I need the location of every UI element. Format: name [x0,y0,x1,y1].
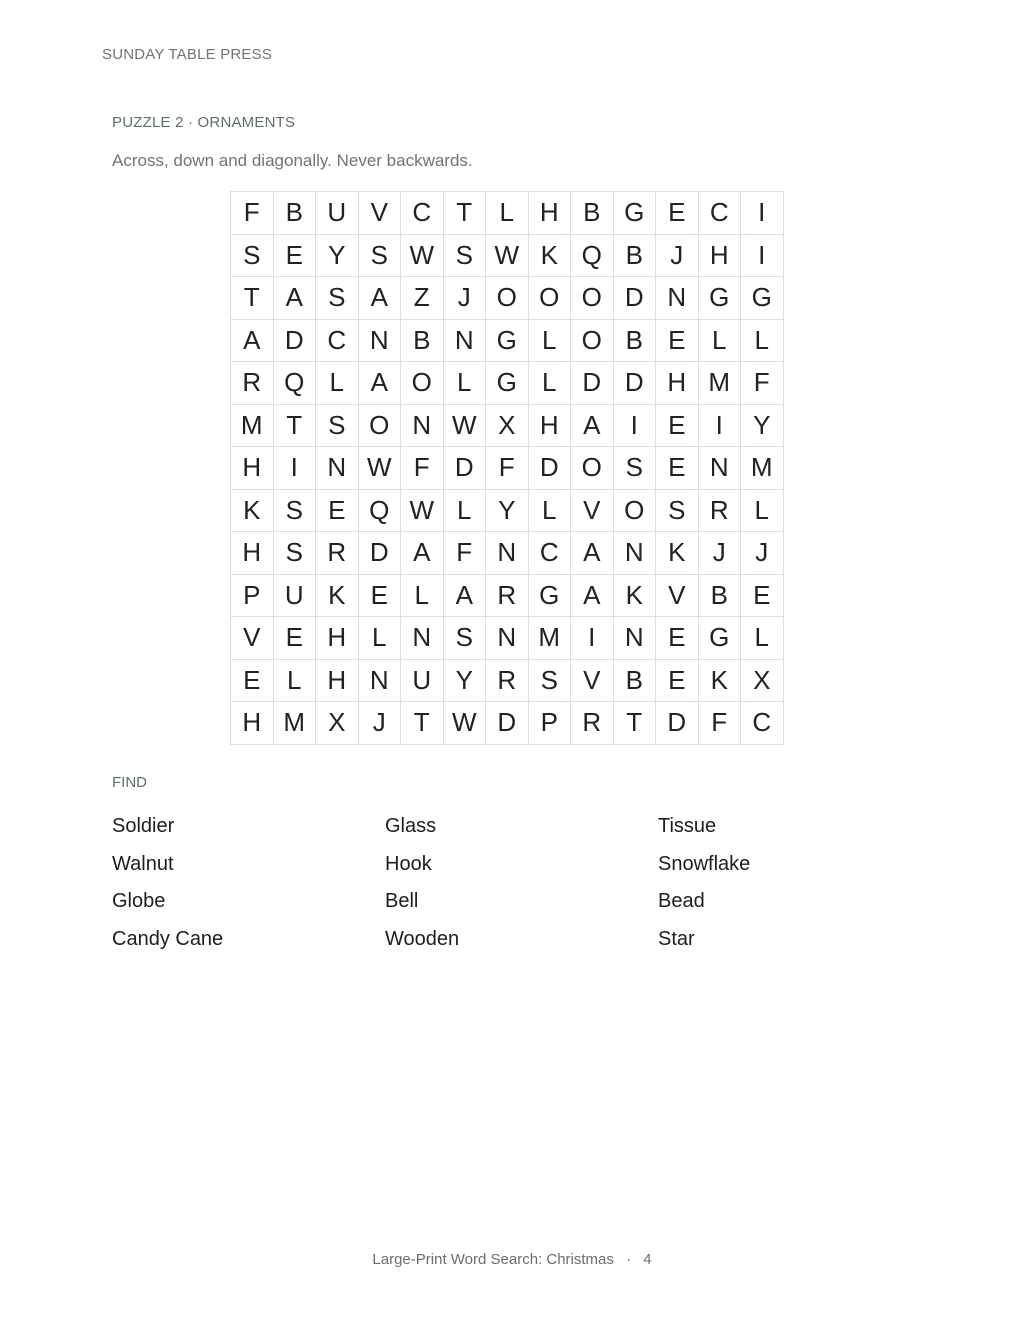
grid-cell[interactable]: A [443,574,486,617]
puzzle-instructions: Across, down and diagonally. Never backwards. [112,151,473,170]
grid-cell[interactable]: V [571,659,614,702]
grid-cell[interactable]: J [358,702,401,745]
grid-row [231,319,784,362]
grid-cell[interactable]: V [656,574,699,617]
grid-cell[interactable]: N [316,447,359,490]
grid-cell[interactable]: N [401,404,444,447]
find-word: Snowflake [658,852,751,875]
grid-cell[interactable]: R [231,362,274,405]
grid-cell[interactable]: Z [401,277,444,320]
grid-cell[interactable]: K [528,234,571,277]
grid-cell[interactable]: L [358,617,401,660]
grid-cell[interactable]: N [613,617,656,660]
grid-cell[interactable]: T [401,702,444,745]
grid-cell[interactable]: B [613,234,656,277]
grid-cell[interactable]: N [656,277,699,320]
grid-cell[interactable]: O [528,277,571,320]
grid-cell[interactable]: B [571,192,614,235]
grid-cell[interactable]: E [273,617,316,660]
find-word: Wooden [385,928,460,951]
grid-cell[interactable]: T [613,702,656,745]
grid-cell[interactable]: S [443,234,486,277]
grid-cell[interactable]: A [231,319,274,362]
word-list [112,815,932,966]
grid-cell[interactable]: A [401,532,444,575]
grid-cell[interactable]: B [401,319,444,362]
grid-cell[interactable]: K [698,659,741,702]
grid-cell[interactable]: G [528,574,571,617]
grid-cell[interactable]: D [486,702,529,745]
grid-cell[interactable]: E [273,234,316,277]
grid-cell[interactable]: E [316,489,359,532]
grid-row [231,362,784,405]
grid-cell[interactable]: B [273,192,316,235]
grid-cell[interactable]: H [528,192,571,235]
grid-cell[interactable]: M [698,362,741,405]
grid-cell[interactable]: K [613,574,656,617]
grid-cell[interactable]: O [358,404,401,447]
find-word: Star [658,928,695,951]
grid-cell[interactable]: N [401,617,444,660]
grid-cell[interactable]: P [528,702,571,745]
grid-cell[interactable]: S [273,489,316,532]
grid-cell[interactable]: I [741,192,784,235]
grid-cell[interactable]: H [656,362,699,405]
find-word: Bead [658,890,705,913]
grid-cell[interactable]: T [273,404,316,447]
grid-cell[interactable]: D [571,362,614,405]
grid-cell[interactable]: N [443,319,486,362]
grid-cell[interactable]: N [613,532,656,575]
grid-cell[interactable]: G [486,319,529,362]
grid-cell[interactable]: X [741,659,784,702]
grid-cell[interactable]: M [273,702,316,745]
grid-cell[interactable]: E [741,574,784,617]
grid-cell[interactable]: H [231,702,274,745]
grid-cell[interactable]: R [698,489,741,532]
grid-cell[interactable]: E [656,192,699,235]
grid-cell[interactable]: B [613,319,656,362]
grid-cell[interactable]: F [486,447,529,490]
footer-title: Large-Print Word Search: Christmas [372,1251,614,1268]
grid-cell[interactable]: D [613,277,656,320]
find-word: Soldier [112,815,175,837]
grid-cell[interactable]: G [698,277,741,320]
grid-row [231,447,784,490]
grid-cell[interactable]: Q [358,489,401,532]
grid-cell[interactable]: G [698,617,741,660]
grid-cell[interactable]: S [656,489,699,532]
grid-cell[interactable]: O [571,319,614,362]
grid-row [231,277,784,320]
grid-cell[interactable]: I [698,404,741,447]
grid-cell[interactable]: V [358,192,401,235]
grid-cell[interactable]: E [656,447,699,490]
grid-cell[interactable]: Q [571,234,614,277]
find-word: Walnut [112,852,174,875]
grid-cell[interactable]: E [656,659,699,702]
grid-cell[interactable]: S [613,447,656,490]
grid-cell[interactable]: Y [443,659,486,702]
grid-cell[interactable]: C [316,319,359,362]
grid-cell[interactable]: N [486,532,529,575]
grid-cell[interactable]: H [316,659,359,702]
grid-cell[interactable]: D [656,702,699,745]
page-number: 4 [643,1251,652,1268]
grid-cell[interactable]: D [528,447,571,490]
grid-cell[interactable]: J [741,532,784,575]
grid-row [231,404,784,447]
grid-cell[interactable]: H [231,447,274,490]
grid-cell[interactable]: G [613,192,656,235]
grid-cell[interactable]: P [231,574,274,617]
grid-cell[interactable]: C [401,192,444,235]
grid-cell[interactable]: C [698,192,741,235]
grid-cell[interactable]: G [486,362,529,405]
grid-cell[interactable]: E [656,319,699,362]
grid-cell[interactable]: L [528,319,571,362]
grid-row [231,659,784,702]
grid-cell[interactable]: W [486,234,529,277]
grid-cell[interactable]: D [613,362,656,405]
grid-row [231,234,784,277]
grid-cell[interactable]: M [231,404,274,447]
grid-cell[interactable]: S [231,234,274,277]
grid-cell[interactable]: J [443,277,486,320]
grid-cell[interactable]: N [358,659,401,702]
puzzle-label: PUZZLE 2 · ORNAMENTS [112,114,296,131]
grid-cell[interactable]: X [316,702,359,745]
grid-cell[interactable]: S [316,277,359,320]
grid-cell[interactable]: N [486,617,529,660]
grid-cell[interactable]: L [443,362,486,405]
grid-cell[interactable]: N [698,447,741,490]
find-word: Glass [385,815,437,837]
grid-cell[interactable]: M [528,617,571,660]
grid-cell[interactable]: L [741,319,784,362]
grid-cell[interactable]: Y [741,404,784,447]
grid-cell[interactable]: B [613,659,656,702]
grid-cell[interactable]: O [613,489,656,532]
grid-cell[interactable]: R [571,702,614,745]
grid-cell[interactable]: H [316,617,359,660]
grid-cell[interactable]: O [486,277,529,320]
grid-cell[interactable]: S [443,617,486,660]
grid-cell[interactable]: L [273,659,316,702]
find-word: Candy Cane [112,928,224,951]
grid-cell[interactable]: L [443,489,486,532]
grid-cell[interactable]: C [741,702,784,745]
grid-cell[interactable]: C [528,532,571,575]
grid-cell[interactable]: L [528,489,571,532]
grid-cell[interactable]: L [741,617,784,660]
grid-cell[interactable]: J [698,532,741,575]
grid-cell[interactable]: R [486,659,529,702]
grid-cell[interactable]: I [741,234,784,277]
grid-cell[interactable]: F [401,447,444,490]
grid-cell[interactable]: A [358,362,401,405]
grid-cell[interactable]: I [613,404,656,447]
find-label: FIND [112,774,147,791]
letter-grid [230,191,784,745]
grid-cell[interactable]: V [231,617,274,660]
grid-cell[interactable]: K [316,574,359,617]
grid-cell[interactable]: Y [316,234,359,277]
grid-cell[interactable]: A [273,277,316,320]
find-word: Bell [385,890,419,913]
grid-cell[interactable]: D [443,447,486,490]
grid-cell[interactable]: S [316,404,359,447]
grid-cell[interactable]: L [528,362,571,405]
grid-cell[interactable]: O [571,447,614,490]
grid-cell[interactable]: F [443,532,486,575]
grid-cell[interactable]: F [741,362,784,405]
grid-cell[interactable]: U [273,574,316,617]
grid-cell[interactable]: L [316,362,359,405]
grid-cell[interactable]: O [571,277,614,320]
grid-cell[interactable]: M [741,447,784,490]
grid-row [231,574,784,617]
grid-cell[interactable]: F [231,192,274,235]
grid-cell[interactable]: L [401,574,444,617]
grid-cell[interactable]: A [571,574,614,617]
grid-cell[interactable]: I [273,447,316,490]
grid-cell[interactable]: I [571,617,614,660]
grid-cell[interactable]: S [358,234,401,277]
grid-cell[interactable]: E [656,617,699,660]
grid-row [231,489,784,532]
grid-cell[interactable]: G [741,277,784,320]
grid-cell[interactable]: R [486,574,529,617]
grid-cell[interactable]: H [698,234,741,277]
find-word: Hook [385,852,432,875]
grid-cell[interactable]: W [401,489,444,532]
grid-cell[interactable]: K [656,532,699,575]
find-word: Globe [112,890,166,913]
grid-cell[interactable]: F [698,702,741,745]
grid-row [231,617,784,660]
grid-cell[interactable]: U [401,659,444,702]
grid-cell[interactable]: U [316,192,359,235]
grid-row [231,192,784,235]
grid-cell[interactable]: W [443,702,486,745]
publisher-name: SUNDAY TABLE PRESS [102,46,273,63]
grid-cell[interactable]: E [656,404,699,447]
grid-row [231,532,784,575]
grid-row [231,702,784,745]
grid-cell[interactable]: H [231,532,274,575]
grid-cell[interactable]: H [528,404,571,447]
grid-cell[interactable]: D [273,319,316,362]
grid-cell[interactable]: B [698,574,741,617]
grid-cell[interactable]: J [656,234,699,277]
grid-cell[interactable]: A [571,532,614,575]
grid-cell[interactable]: A [571,404,614,447]
grid-cell[interactable]: E [231,659,274,702]
grid-cell[interactable]: S [273,532,316,575]
grid-cell[interactable]: A [358,277,401,320]
grid-cell[interactable]: X [486,404,529,447]
find-word: Tissue [658,815,717,837]
grid-cell[interactable]: V [571,489,614,532]
footer-separator: · [626,1251,632,1268]
grid-cell[interactable]: O [401,362,444,405]
grid-cell[interactable]: W [443,404,486,447]
grid-cell[interactable]: L [698,319,741,362]
grid-cell[interactable]: L [486,192,529,235]
grid-cell[interactable]: Q [273,362,316,405]
grid-cell[interactable]: T [231,277,274,320]
grid-cell[interactable]: D [358,532,401,575]
grid-cell[interactable]: T [443,192,486,235]
page-footer [0,1251,1024,1268]
grid-cell[interactable]: S [528,659,571,702]
grid-cell[interactable]: N [358,319,401,362]
grid-cell[interactable]: Y [486,489,529,532]
grid-cell[interactable]: W [401,234,444,277]
grid-cell[interactable]: E [358,574,401,617]
grid-cell[interactable]: W [358,447,401,490]
grid-cell[interactable]: K [231,489,274,532]
grid-cell[interactable]: L [741,489,784,532]
grid-cell[interactable]: R [316,532,359,575]
